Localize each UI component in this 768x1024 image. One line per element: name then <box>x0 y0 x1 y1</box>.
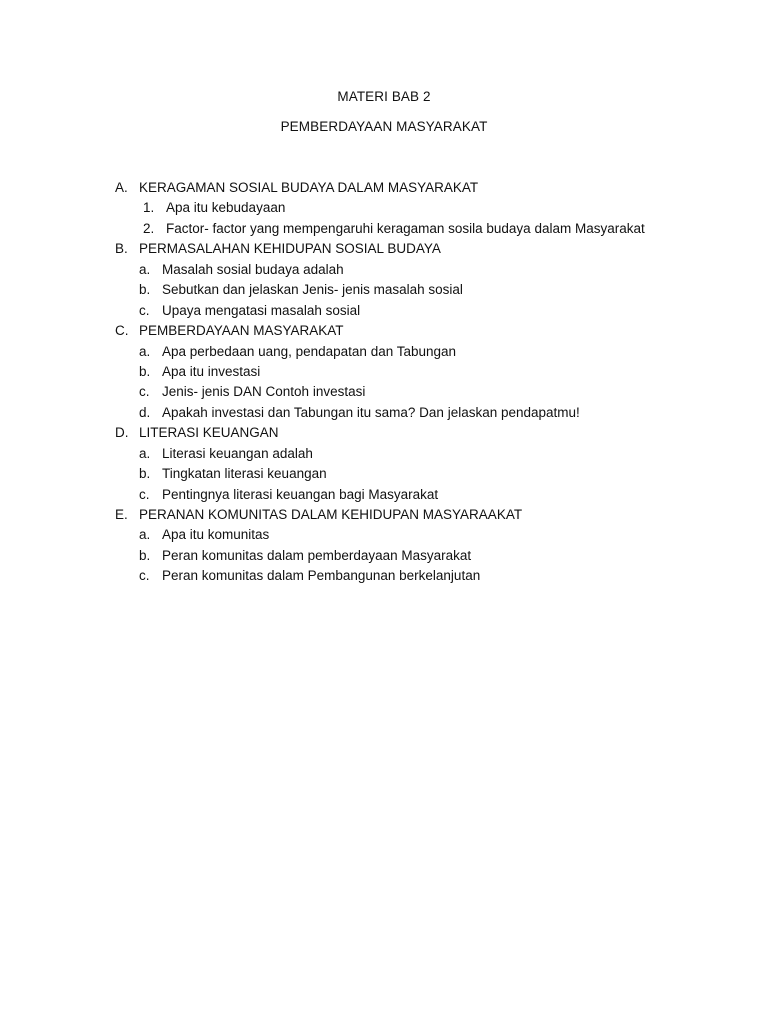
section-heading-text: LITERASI KEUANGAN <box>139 425 279 441</box>
document-subtitle: PEMBERDAYAAN MASYARAKAT <box>280 119 488 134</box>
item-text: Jenis- jenis DAN Contoh investasi <box>162 384 366 400</box>
item-marker: 2. <box>143 220 155 236</box>
section-heading-text: PERANAN KOMUNITAS DALAM KEHIDUPAN MASYARAAKAT <box>139 507 523 522</box>
item-marker: b. <box>139 466 151 482</box>
document-title: MATERI BAB 2 <box>337 89 431 104</box>
item-text: Tingkatan literasi keuangan <box>162 466 327 482</box>
list-item <box>0 525 768 545</box>
list-item <box>0 403 768 423</box>
item-text: Upaya mengatasi masalah sosial <box>162 302 361 318</box>
list-item <box>0 566 768 586</box>
item-marker: d. <box>139 404 151 420</box>
list-item <box>0 342 768 362</box>
list-item <box>0 382 768 402</box>
item-marker: c. <box>139 568 150 584</box>
item-marker: a. <box>139 261 151 277</box>
item-text: Apa itu investasi <box>162 363 261 379</box>
item-marker: b. <box>139 282 151 298</box>
section-heading <box>0 178 768 198</box>
list-item <box>0 546 768 566</box>
section-marker: A. <box>115 180 128 195</box>
section-heading <box>0 321 768 341</box>
item-text: Masalah sosial budaya adalah <box>162 261 344 277</box>
list-item <box>0 301 768 321</box>
section-heading <box>0 239 768 259</box>
item-text: Apa itu komunitas <box>162 527 270 543</box>
item-marker: 1. <box>143 200 155 216</box>
list-item <box>0 198 768 218</box>
item-text: Peran komunitas dalam Pembangunan berkelanjutan <box>162 568 481 584</box>
item-marker: b. <box>139 547 151 563</box>
section-heading-text: PEMBERDAYAAN MASYARAKAT <box>139 323 344 339</box>
item-text: Apa itu kebudayaan <box>166 200 286 216</box>
item-text: Apa perbedaan uang, pendapatan dan Tabungan <box>162 343 457 359</box>
item-text: Sebutkan dan jelaskan Jenis- jenis masalah sosial <box>162 282 463 298</box>
item-marker: a. <box>139 527 151 543</box>
item-marker: c. <box>139 486 150 502</box>
item-text: Peran komunitas dalam pemberdayaan Masyarakat <box>162 547 472 563</box>
section-heading <box>0 423 768 443</box>
item-text: Pentingnya literasi keuangan bagi Masyarakat <box>162 486 439 502</box>
item-marker: c. <box>139 302 150 318</box>
item-marker: a. <box>139 445 151 461</box>
item-marker: a. <box>139 343 151 359</box>
section-marker: D. <box>115 425 129 441</box>
section-marker: C. <box>115 323 129 339</box>
list-item <box>0 280 768 300</box>
item-text: Apakah investasi dan Tabungan itu sama? Dan jelaskan pendapatmu! <box>162 404 580 420</box>
list-item <box>0 485 768 505</box>
item-marker: b. <box>139 363 151 379</box>
list-item <box>0 219 768 239</box>
section-marker: E. <box>115 507 128 522</box>
item-text: Factor- factor yang mempengaruhi keragaman sosila budaya dalam Masyarakat <box>166 220 645 236</box>
outline-list <box>0 178 768 587</box>
item-text: Literasi keuangan adalah <box>162 445 313 461</box>
section-heading <box>0 505 768 525</box>
list-item <box>0 362 768 382</box>
section-heading-text: KERAGAMAN SOSIAL BUDAYA DALAM MASYARAKAT <box>139 180 479 195</box>
list-item <box>0 444 768 464</box>
list-item <box>0 464 768 484</box>
section-marker: B. <box>115 241 128 257</box>
list-item <box>0 260 768 280</box>
section-heading-text: PERMASALAHAN KEHIDUPAN SOSIAL BUDAYA <box>139 241 441 257</box>
item-marker: c. <box>139 384 150 400</box>
